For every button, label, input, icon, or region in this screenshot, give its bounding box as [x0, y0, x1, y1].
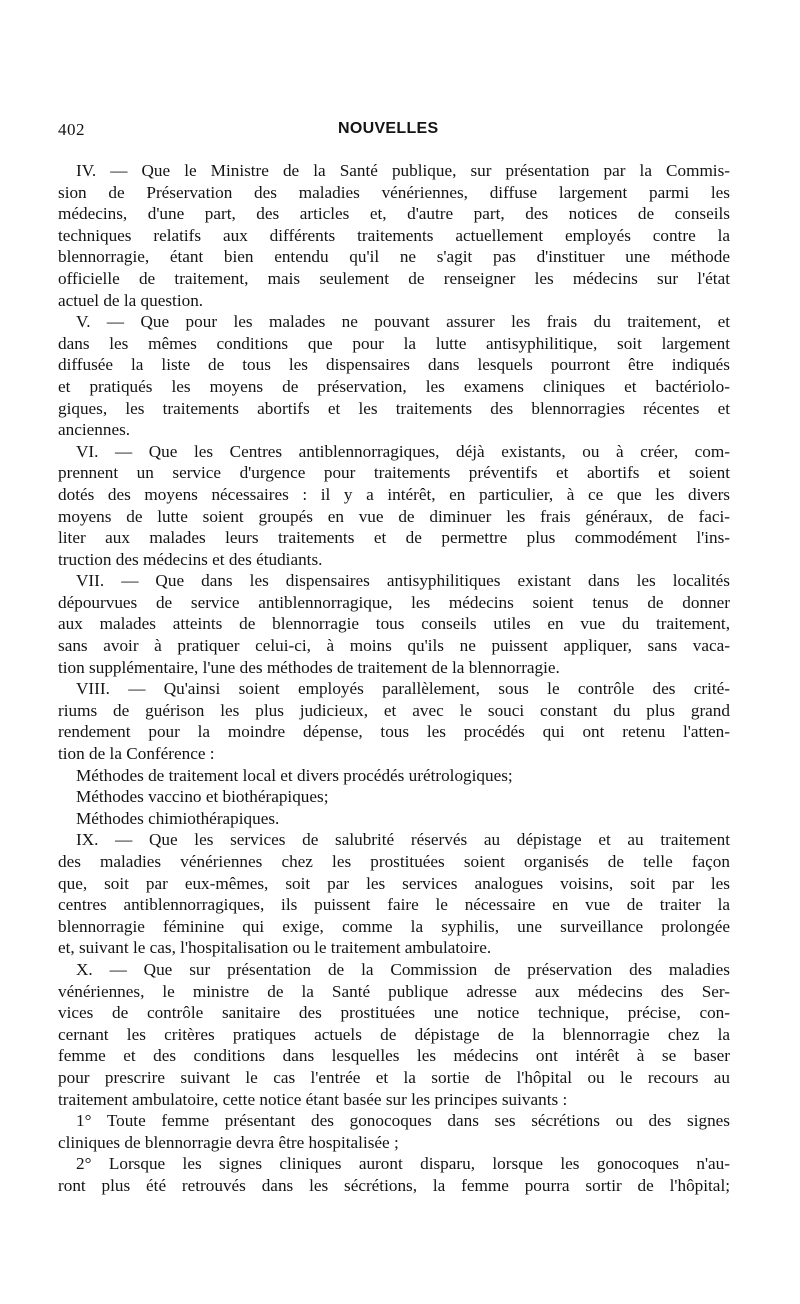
- text-line: femme et des conditions dans lesquelles les médecins ont intérêt à se baser: [58, 1046, 730, 1066]
- text-line: giques, les traitements abortifs et les traitements des blennorragies récentes et: [58, 398, 730, 418]
- text-line: traitement ambulatoire, cette notice étant basée sur les principes suivants :: [58, 1089, 568, 1109]
- text-line: VI. — Que les Centres antiblennorragiques, déjà existants, ou à créer, com-: [76, 441, 730, 461]
- text-line: techniques relatifs aux différents traitements actuellement employés contre la: [58, 225, 730, 245]
- text-line: des maladies vénériennes chez les prostituées soient organisés de telle façon: [58, 852, 730, 871]
- text-line: cliniques de blennorragie devra être hospitalisée ;: [58, 1132, 399, 1152]
- text-line: dépourvues de service antiblennorragique, les médecins soient tenus de donner: [58, 592, 730, 612]
- text-line: truction des médecins et des étudiants.: [58, 549, 323, 569]
- text-line: officielle de traitement, mais seulement de renseigner les médecins sur l'état: [58, 268, 730, 288]
- running-title: NOUVELLES: [338, 120, 439, 137]
- text-line: Méthodes vaccino et biothérapiques;: [76, 787, 329, 807]
- text-line: vénériennes, le ministre de la Santé publique adresse aux médecins des Ser-: [58, 981, 730, 1001]
- text-line: centres antiblennorragiques, ils puissent faire le nécessaire en vue de traiter la: [58, 895, 730, 915]
- text-line: blennorragie féminine qui exige, comme la syphilis, une surveillance prolongée: [58, 916, 730, 936]
- text-line: V. — Que pour les malades ne pouvant assurer les frais du traitement, et: [76, 312, 730, 332]
- text-line: tion supplémentaire, l'une des méthodes de traitement de la blennorragie.: [58, 657, 560, 677]
- text-line: aux malades atteints de blennorragie tous conseils utiles en vue du traitement,: [58, 614, 730, 634]
- text-line: 2° Lorsque les signes cliniques auront disparu, lorsque les gonocoques n'au-: [76, 1154, 730, 1174]
- text-line: VIII. — Qu'ainsi soient employés parallèlement, sous le contrôle des crité-: [76, 679, 730, 699]
- text-line: vices de contrôle sanitaire des prostituées une notice technique, précise, con-: [58, 1003, 730, 1023]
- text-line: dotés des moyens nécessaires : il y a intérêt, en particulier, à ce que les divers: [58, 484, 730, 504]
- text-line: tion de la Conférence :: [58, 744, 215, 764]
- text-line: ront plus été retrouvés dans les sécrétions, la femme pourra sortir de l'hôpital;: [58, 1175, 730, 1195]
- text-line: X. — Que sur présentation de la Commission de préservation des maladies: [76, 959, 730, 979]
- text-line: blennorragie, étant bien entendu qu'il ne s'agit pas d'instituer une méthode: [58, 247, 730, 267]
- text-line: Méthodes chimiothérapiques.: [76, 808, 280, 828]
- text-line: riums de guérison les plus judicieux, et avec le souci constant du plus grand: [58, 700, 730, 720]
- text-line: moyens de lutte soient groupés en vue de diminuer les frais généraux, de faci-: [58, 506, 730, 526]
- text-line: anciennes.: [58, 420, 131, 440]
- page-number: 402: [58, 120, 85, 139]
- text-line: VII. — Que dans les dispensaires antisyphilitiques existant dans les localités: [76, 571, 730, 591]
- text-line: IV. — Que le Ministre de la Santé publique, sur présentation par la Commis-: [76, 161, 730, 180]
- text-line: 1° Toute femme présentant des gonocoques dans ses sécrétions ou des signes: [76, 1111, 730, 1131]
- body-text: [58, 160, 730, 1197]
- text-line: sans avoir à pratiquer celui-ci, à moins qu'ils ne puissent appliquer, sans vaca-: [58, 636, 730, 656]
- text-line: dans les mêmes conditions que pour la lutte antisyphilitique, soit largement: [58, 333, 730, 353]
- text-line: médecins, d'une part, des articles et, d'autre part, des notices de conseils: [58, 204, 730, 224]
- text-line: actuel de la question.: [58, 290, 204, 310]
- text-line: que, soit par eux-mêmes, soit par les services analogues voisins, soit par les: [58, 873, 730, 893]
- text-line: prennent un service d'urgence pour traitements préventifs et abortifs et soient: [58, 463, 730, 483]
- text-line: Méthodes de traitement local et divers procédés urétrologiques;: [76, 765, 513, 785]
- text-line: et, suivant le cas, l'hospitalisation ou le traitement ambulatoire.: [58, 938, 492, 958]
- text-line: liter aux malades leurs traitements et de permettre plus commodément l'ins-: [58, 528, 730, 548]
- text-line: IX. — Que les services de salubrité réservés au dépistage et au traitement: [76, 830, 730, 850]
- text-line: diffusée la liste de tous les dispensaires dans lesquels pourront être indiqués: [58, 355, 730, 375]
- text-line: pour prescrire suivant le cas l'entrée et la sortie de l'hôpital ou le recours au: [58, 1067, 730, 1087]
- text-line: et pratiqués les moyens de préservation, les examens cliniques et bactériolo-: [58, 376, 730, 396]
- text-line: sion de Préservation des maladies vénériennes, diffuse largement parmi les: [58, 182, 730, 202]
- page-header: [58, 120, 730, 144]
- text-line: cernant les critères pratiques actuels de dépistage de la blennorragie chez la: [58, 1024, 730, 1044]
- text-line: rendement pour la moindre dépense, tous les procédés qui ont retenu l'atten-: [58, 722, 730, 742]
